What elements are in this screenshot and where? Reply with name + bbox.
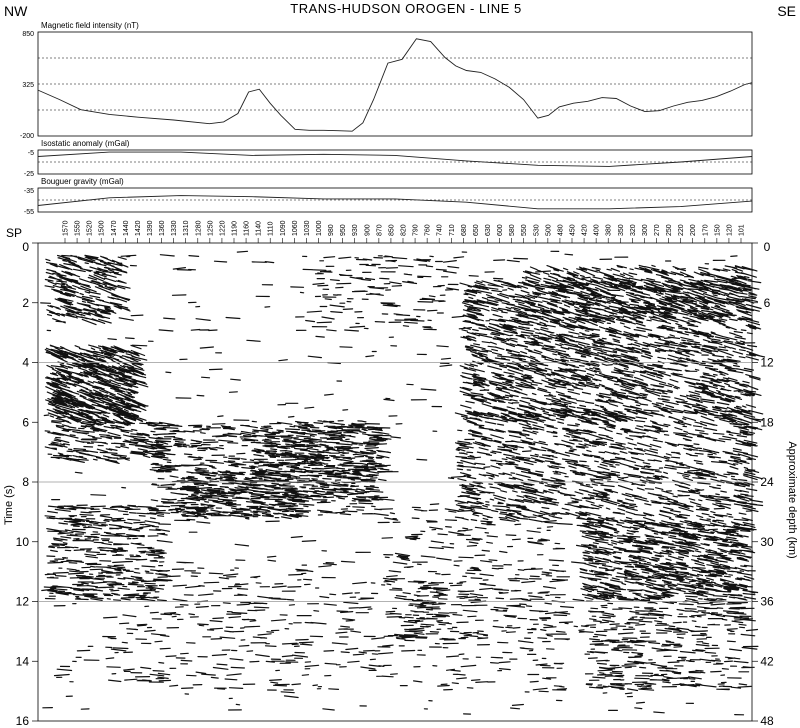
shotpoint-label: 450 — [569, 224, 577, 236]
magnetic-series-line — [38, 39, 752, 131]
shotpoint-label: 1330 — [171, 220, 179, 236]
shotpoint-label: 820 — [400, 224, 408, 236]
shotpoint-label: 950 — [340, 224, 348, 236]
time-tick-label: 10 — [15, 534, 29, 549]
shotpoint-label: 350 — [617, 224, 625, 236]
shotpoint-label: 1360 — [159, 220, 167, 236]
shotpoint-label: 1420 — [134, 220, 142, 236]
time-tick-label: 6 — [22, 415, 29, 430]
shotpoint-label: 500 — [545, 224, 553, 236]
shotpoint-label: 480 — [557, 224, 565, 236]
shotpoint-label: 1520 — [86, 220, 94, 236]
time-axis — [16, 240, 38, 728]
shotpoint-label: 150 — [714, 224, 722, 236]
shotpoint-label: 120 — [726, 224, 734, 236]
shotpoint-label: 1140 — [255, 220, 263, 236]
bouguer-tick-label: -35 — [23, 188, 34, 195]
time-tick-label: 14 — [15, 654, 29, 669]
magnetic-tick-label: -200 — [19, 133, 34, 140]
shotpoint-label: 710 — [448, 224, 456, 236]
shotpoint-label: 900 — [364, 224, 372, 236]
shotpoint-label: 550 — [521, 224, 529, 236]
nw-label: NW — [4, 3, 28, 19]
shotpoint-label: 1280 — [195, 220, 203, 236]
shotpoint-label: 250 — [666, 224, 674, 236]
bouguer-series-line — [38, 196, 752, 209]
shotpoint-label: 1090 — [279, 220, 287, 236]
shotpoint-label: 320 — [629, 224, 637, 236]
shotpoint-label: 530 — [533, 224, 541, 236]
shotpoint-label: 870 — [376, 224, 384, 236]
shotpoint-label: 220 — [678, 224, 686, 236]
shotpoint-label: 1390 — [147, 220, 154, 236]
depth-tick-label: 42 — [760, 654, 774, 669]
shotpoint-label: 1030 — [303, 220, 311, 236]
shotpoint-label: 1550 — [74, 220, 82, 236]
depth-axis-label: Approximate depth (km) — [786, 441, 798, 559]
shotpoint-label: 300 — [641, 224, 649, 236]
shotpoint-label: 1310 — [183, 220, 191, 236]
depth-tick-label: 48 — [760, 714, 774, 728]
time-axis-label: Time (s) — [3, 485, 15, 525]
depth-axis — [752, 240, 774, 728]
shotpoint-label: 1110 — [267, 221, 275, 236]
shotpoint-label: 1570 — [62, 220, 70, 236]
magnetic-title: Magnetic field intensity (nT) — [41, 21, 139, 30]
shotpoint-label: 1250 — [207, 220, 215, 236]
time-tick-label: 0 — [22, 240, 29, 254]
shotpoint-label: 1190 — [231, 220, 239, 236]
bouguer-tick-label: -55 — [23, 209, 34, 216]
shotpoint-label: 420 — [581, 224, 589, 236]
shotpoint-label: 200 — [690, 224, 698, 236]
time-tick-label: 4 — [22, 355, 29, 370]
time-tick-label: 16 — [15, 714, 29, 728]
depth-tick-label: 36 — [760, 594, 774, 609]
shotpoint-label: 1440 — [122, 220, 130, 236]
shotpoint-label: 760 — [424, 224, 432, 236]
shotpoint-label: 101 — [738, 224, 746, 236]
isostatic-panel — [24, 139, 752, 178]
isostatic-tick-label: -25 — [23, 171, 34, 178]
shotpoint-label: 580 — [509, 224, 517, 236]
sp-label: SP — [6, 226, 23, 240]
magnetic-tick-label: 850 — [22, 31, 34, 38]
isostatic-title: Isostatic anomaly (mGal) — [41, 139, 130, 148]
isostatic-tick-label: -5 — [27, 150, 34, 157]
depth-tick-label: 0 — [763, 240, 771, 254]
seismic-section — [38, 243, 765, 721]
shotpoint-label: 980 — [328, 224, 336, 236]
shotpoint-label: 1500 — [98, 220, 106, 236]
shotpoint-label: 930 — [352, 224, 360, 236]
depth-tick-label: 24 — [760, 475, 774, 489]
shotpoint-label: 1160 — [243, 220, 251, 236]
se-label: SE — [777, 3, 796, 19]
shotpoint-label: 790 — [412, 224, 420, 236]
time-tick-label: 12 — [15, 594, 29, 609]
shotpoint-label: 1220 — [219, 220, 227, 236]
depth-tick-label: 6 — [763, 295, 771, 310]
shotpoint-label: 650 — [472, 224, 480, 236]
shotpoint-label: 1470 — [110, 220, 118, 236]
depth-tick-label: 30 — [760, 534, 774, 549]
magnetic-tick-label: 325 — [22, 82, 34, 89]
shotpoint-label: 600 — [497, 224, 505, 236]
depth-tick-label: 18 — [760, 415, 774, 430]
shotpoint-axis — [6, 220, 746, 243]
shotpoint-label: 400 — [593, 224, 601, 236]
shotpoint-label: 1000 — [316, 220, 323, 236]
bouguer-title: Bouguer gravity (mGal) — [41, 177, 124, 186]
figure-title: TRANS-HUDSON OROGEN - LINE 5 — [290, 1, 522, 16]
time-tick-label: 2 — [22, 295, 29, 310]
shotpoint-label: 850 — [388, 224, 396, 236]
shotpoint-label: 170 — [702, 224, 710, 236]
shotpoint-label: 740 — [436, 224, 444, 236]
isostatic-series-line — [38, 152, 752, 166]
shotpoint-label: 1060 — [291, 220, 299, 236]
shotpoint-label: 380 — [605, 224, 613, 236]
time-tick-label: 8 — [22, 475, 29, 489]
bouguer-panel — [24, 177, 752, 216]
depth-tick-label: 12 — [760, 355, 774, 370]
magnetic-panel — [20, 21, 752, 140]
shotpoint-label: 630 — [485, 224, 492, 236]
shotpoint-label: 680 — [460, 224, 468, 236]
shotpoint-label: 270 — [654, 224, 661, 236]
